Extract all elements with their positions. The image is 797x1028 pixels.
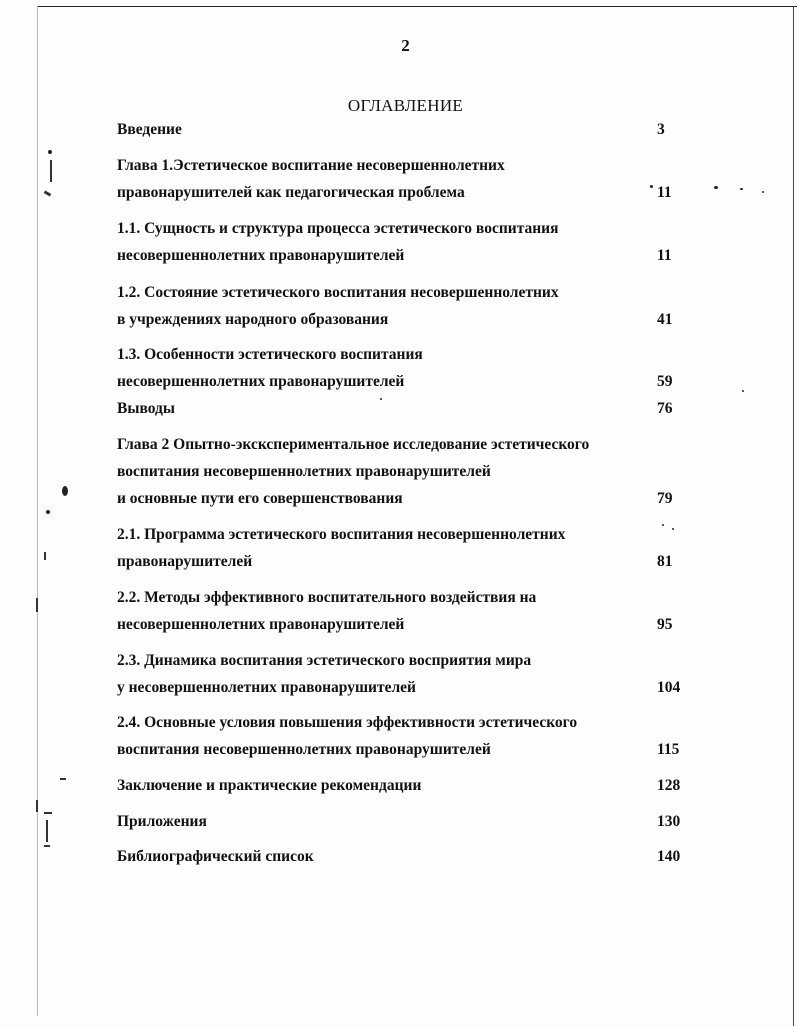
toc-page-number: 128: [657, 777, 681, 794]
toc-page-number: 3: [657, 121, 665, 138]
toc-entry-section-2-3: [117, 647, 697, 701]
scan-speck: [46, 510, 50, 514]
scan-speck: [672, 528, 674, 530]
toc-entry-line: 1.3. Особенности эстетического воспитания: [117, 346, 423, 363]
toc-entry-chapter-2: [117, 431, 697, 512]
toc-page-number: 115: [657, 741, 680, 758]
toc-entry-line: Выводы: [117, 400, 175, 417]
toc-entry-line: в учреждениях народного образования: [117, 311, 389, 328]
scan-speck: [650, 185, 653, 188]
toc-entry-bibliography: [117, 843, 697, 870]
scan-speck: [742, 390, 744, 392]
toc-entry-line: правонарушителей: [117, 553, 253, 570]
scan-mark: [44, 812, 52, 814]
scan-mark: [50, 160, 52, 182]
scan-mark: [44, 190, 52, 196]
toc-page-number: 11: [657, 184, 672, 201]
toc-title: ОГЛАВЛЕНИЕ: [347, 96, 464, 115]
toc-entry-section-2-1: [117, 521, 697, 575]
scan-speck: [62, 486, 68, 496]
toc-entry-line: правонарушителей как педагогическая проблема: [117, 184, 465, 201]
toc-entry-line: воспитания несовершеннолетних правонарушителей: [117, 741, 491, 758]
toc-page-number: 95: [657, 616, 673, 633]
scan-speck: [714, 186, 718, 189]
scan-speck: [48, 150, 52, 154]
toc-entry-line: у несовершеннолетних правонарушителей: [117, 679, 416, 696]
toc-entry-conclusions: [117, 395, 697, 422]
toc-entry-line: Заключение и практические рекомендации: [117, 777, 422, 794]
scan-mark: [60, 778, 66, 780]
toc-entry-line: 2.4. Основные условия повышения эффективности эстетического: [117, 714, 578, 731]
page-number: 2: [401, 36, 410, 55]
scan-mark: [44, 552, 46, 560]
scan-mark: [46, 820, 48, 842]
toc-entry-line: воспитания несовершеннолетних правонарушителей: [117, 463, 491, 480]
toc-entry-line: и основные пути его совершенствования: [117, 490, 403, 507]
toc-entry-line: несовершеннолетних правонарушителей: [117, 247, 405, 264]
toc-entry-appendices: [117, 808, 697, 835]
left-border-line: [37, 6, 38, 1016]
toc-page-number: 59: [657, 373, 673, 390]
toc-entry-section-1-3: [117, 341, 697, 395]
toc-page-number: 130: [657, 813, 681, 830]
toc-entry-line: несовершеннолетних правонарушителей: [117, 373, 405, 390]
toc-entry-section-2-4: [117, 709, 697, 763]
toc-entry-introduction: [117, 116, 697, 143]
toc-entry-line: Введение: [117, 121, 182, 138]
toc-entry-line: 2.2. Методы эффективного воспитательного воздействия на: [117, 589, 537, 606]
scan-speck: [762, 191, 764, 193]
toc-page-number: 41: [657, 311, 673, 328]
toc-page-number: 79: [657, 490, 673, 507]
toc-entry-line: 2.3. Динамика воспитания эстетического восприятия мира: [117, 652, 532, 669]
right-border-line: [793, 6, 794, 1026]
toc-entry-line: Приложения: [117, 813, 207, 830]
toc-entry-line: Библиографический список: [117, 848, 314, 865]
scan-speck: [740, 188, 743, 190]
toc-entry-line: 1.2. Состояние эстетического воспитания несовершеннолетних: [117, 284, 559, 301]
scan-speck: [662, 524, 664, 526]
toc-entry-line: 2.1. Программа эстетического воспитания несовершеннолетних: [117, 526, 566, 543]
toc-entry-section-1-1: [117, 215, 697, 269]
scan-speck: [380, 398, 382, 400]
toc-entry-line: 1.1. Сущность и структура процесса эстетического воспитания: [117, 220, 559, 237]
toc-entry-line: Глава 2 Опытно-экскспериментальное исследование эстетического: [117, 436, 590, 453]
toc-page-number: 11: [657, 247, 672, 264]
toc-entry-chapter-1: [117, 152, 697, 206]
toc-entry-section-2-2: [117, 584, 697, 638]
toc-page-number: 76: [657, 400, 673, 417]
toc-entry-line: Глава 1.Эстетическое воспитание несовершеннолетних: [117, 157, 505, 174]
toc-entry-section-1-2: [117, 279, 697, 333]
toc-entry-conclusion-recommendations: [117, 772, 697, 799]
scan-mark: [36, 598, 38, 612]
toc-page-number: 104: [657, 679, 681, 696]
scan-mark: [36, 800, 38, 812]
scan-mark: [44, 845, 50, 847]
toc-page-number: 140: [657, 848, 681, 865]
toc-page-number: 81: [657, 553, 673, 570]
toc-entry-line: несовершеннолетних правонарушителей: [117, 616, 405, 633]
top-border-line: [38, 6, 797, 7]
